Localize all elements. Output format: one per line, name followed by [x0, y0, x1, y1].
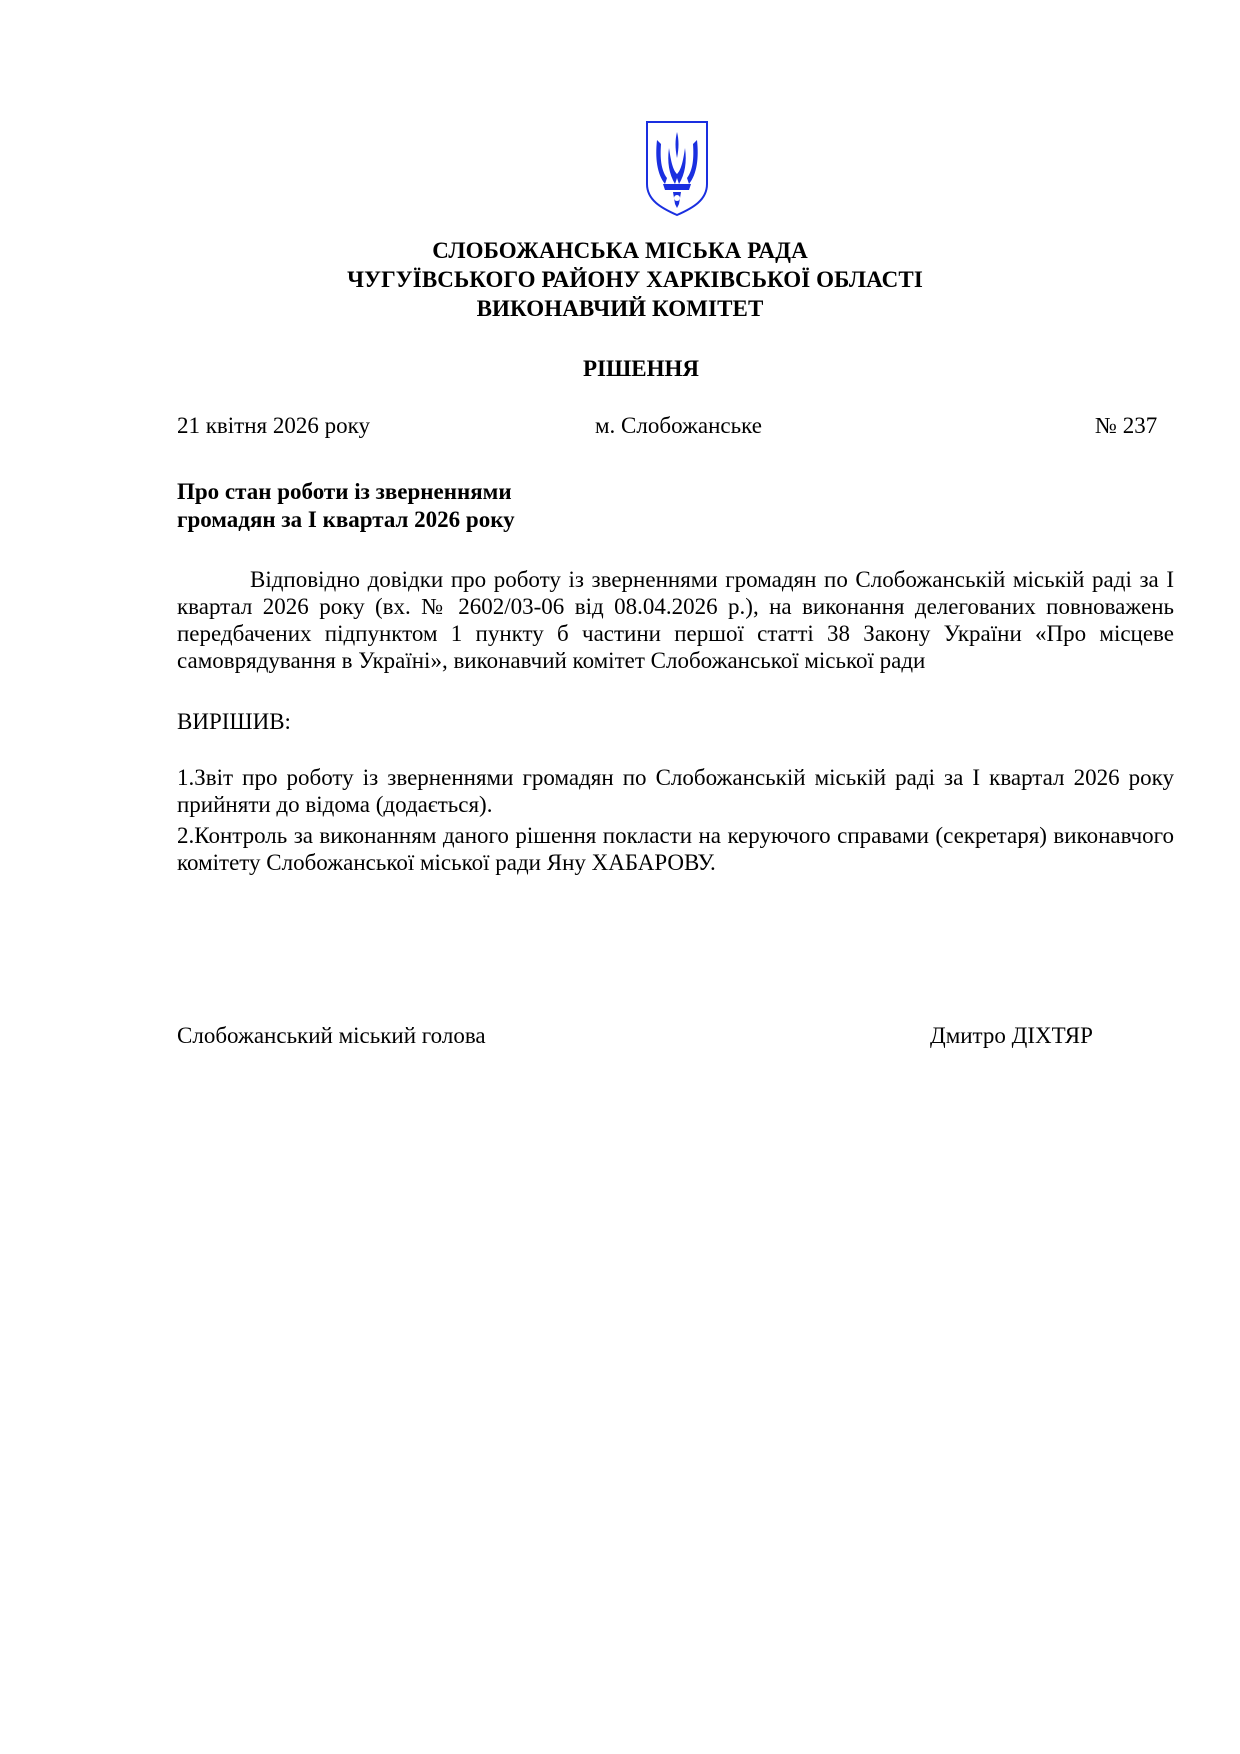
resolved-label: ВИРІШИВ: [177, 709, 291, 734]
signature-name: Дмитро ДІХТЯР [930, 1023, 1093, 1048]
subject-line-2: громадян за I квартал 2026 року [177, 507, 515, 532]
header-line-committee: ВИКОНАВЧИЙ КОМІТЕТ [476, 296, 764, 321]
header-line-district: ЧУГУЇВСЬКОГО РАЙОНУ ХАРКІВСЬКОЇ ОБЛАСТІ [347, 267, 923, 292]
subject-line-1: Про стан роботи із зверненнями [177, 479, 512, 504]
decision-number: № 237 [1095, 413, 1158, 438]
decision-date: 21 квітня 2026 року [177, 413, 370, 438]
resolution-item-2: 2.Контроль за виконанням даного рішення покласти на керуючого справами (секретаря) виконавчого комітету Слобожанської міської ради Яну ХАБАРОВУ. [177, 823, 1174, 875]
signature-title: Слобожанський міський голова [177, 1023, 486, 1048]
decision-subject [177, 478, 515, 534]
council-header [0, 236, 1240, 323]
resolution-item-1: 1.Звіт про роботу із зверненнями громадян по Слобожанській міській раді за I квартал 2026 року прийняти до відома (додається). [177, 765, 1174, 817]
preamble-paragraph: Відповідно довідки про роботу із зверненнями громадян по Слобожанській міській раді за I квартал 2026 року (вх. № 2602/03-06 від 08.04.2026 р.), на виконання делегованих повноважень передбачених підпунктом 1 пункту б частини першої статті 38 Закону України «Про місцеве самоврядування в Україні», виконавчий комітет Слобожанської міської ради [177, 567, 1174, 673]
decision-title: РІШЕННЯ [583, 356, 699, 381]
coat-of-arms-icon [643, 118, 711, 218]
header-line-council: СЛОБОЖАНСЬКА МІСЬКА РАДА [432, 238, 808, 263]
decision-place: м. Слобожанське [595, 413, 762, 438]
